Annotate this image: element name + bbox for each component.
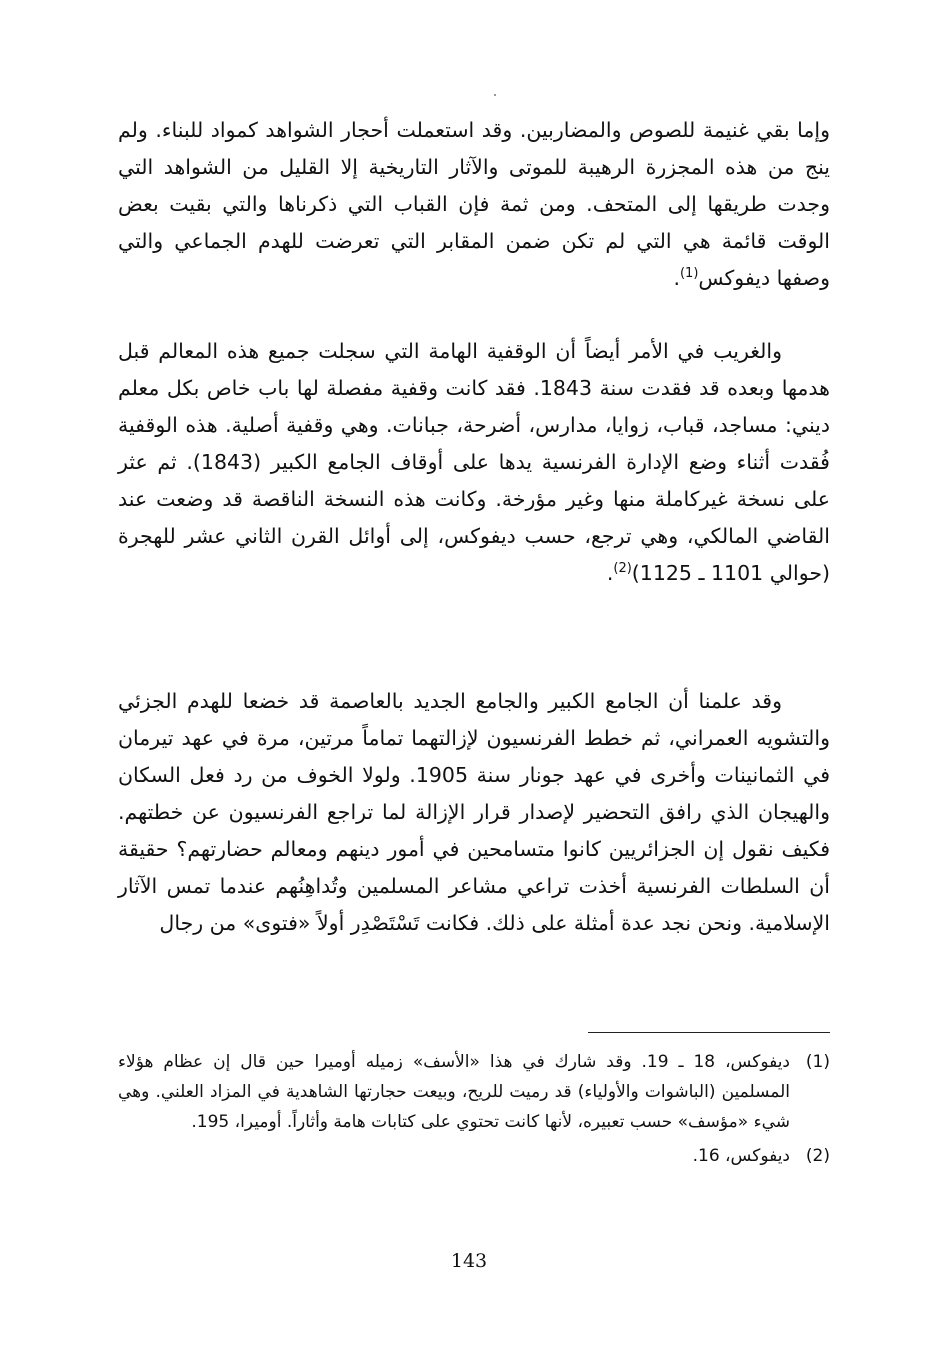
paragraph-3 — [118, 683, 830, 942]
paragraph-1-text: وإما بقي غنيمة للصوص والمضاربين. وقد استعملت أحجار الشواهد كمواد للبناء. ولم ينج من هذه المجزرة الرهيبة للموتى والآثار التاريخية إلا القليل من الشواهد التي وجدت طريقها إلى المتحف. ومن ثمة فإن القباب التي ذكرناها والتي بقيت بعض الوقت قائمة هي التي لم تكن ضمن المقابر التي تعرضت للهدم الجماعي والتي وصفها ديفوكس — [118, 118, 830, 290]
paragraph-2-text: والغريب في الأمر أيضاً أن الوقفية الهامة التي سجلت جميع هذه المعالم قبل هدمها وبعده قد فقدت سنة 1843. فقد كانت وقفية مفصلة لها باب خاص بكل معلم ديني: مساجد، قباب، زوايا، مدارس، أضرحة، جبانات. وهي وقفية أصلية. هذه الوقفية فُقدت أثناء وضع الإدارة الفرنسية يدها على أوقاف الجامع الكبير (1843). ثم عثر على نسخة غيركاملة منها وغير مؤرخة. وكانت هذه النسخة الناقصة قد وضعت عند القاضي المالكي، وهي ترجع، حسب ديفوكس، إلى أوائل القرن الثاني عشر للهجرة (حوالي 1101 ـ 1125) — [118, 339, 830, 585]
footnote-1-number: (1) — [805, 1052, 830, 1072]
paragraph-2-end: . — [606, 561, 614, 585]
footnote-separator — [588, 1032, 830, 1033]
paragraph-3-text: وقد علمنا أن الجامع الكبير والجامع الجديد بالعاصمة قد خضعا للهدم الجزئي والتشويه العمراني، ثم خطط الفرنسيون لإزالتهما تماماً مرتين، مرة في عهد تيرمان في الثمانينات وأخرى في عهد جونار سنة 1905. ولولا الخوف من رد فعل السكان والهيجان الذي رافق التحضير لإصدار قرار الإزالة لما تراجع الفرنسيون عن خطتهم. فكيف نقول إن الجزائريين كانوا متسامحين في أمور دينهم ومعالم حضارتهم؟ حقيقة أن السلطات الفرنسية أخذت تراعي مشاعر المسلمين وتُداهِنُهم عندما تمس الآثار الإسلامية. ونحن نجد عدة أمثلة على ذلك. فكانت تَسْتَصْدِر أولاً «فتوى» من رجال — [118, 689, 830, 935]
paragraph-2 — [118, 333, 830, 592]
footnote-2 — [118, 1141, 830, 1171]
paragraph-1-end: . — [673, 266, 680, 290]
footnote-ref-1: (1) — [679, 266, 699, 282]
footnote-1 — [118, 1047, 830, 1137]
footnotes — [118, 1047, 830, 1175]
footnote-2-text: ديفوكس، 16. — [692, 1146, 790, 1166]
page-number: 143 — [450, 1250, 488, 1272]
scan-speck — [494, 94, 496, 96]
paragraph-1 — [118, 112, 830, 297]
footnote-2-number: (2) — [805, 1146, 830, 1166]
footnote-1-text: ديفوكس، 18 ـ 19. وقد شارك في هذا «الأسف» زميله أوميرا حين قال إن عظام هؤلاء المسلمين (الباشوات والأولياء) قد رميت للريح، وبيعت حجارتها الشاهدية في المزاد العلني. وهي شيء «مؤسف» حسب تعبيره، لأنها كانت تحتوي على كتابات هامة وأثاراً. أوميرا، 195. — [118, 1052, 791, 1132]
footnote-ref-2: (2) — [613, 561, 632, 577]
